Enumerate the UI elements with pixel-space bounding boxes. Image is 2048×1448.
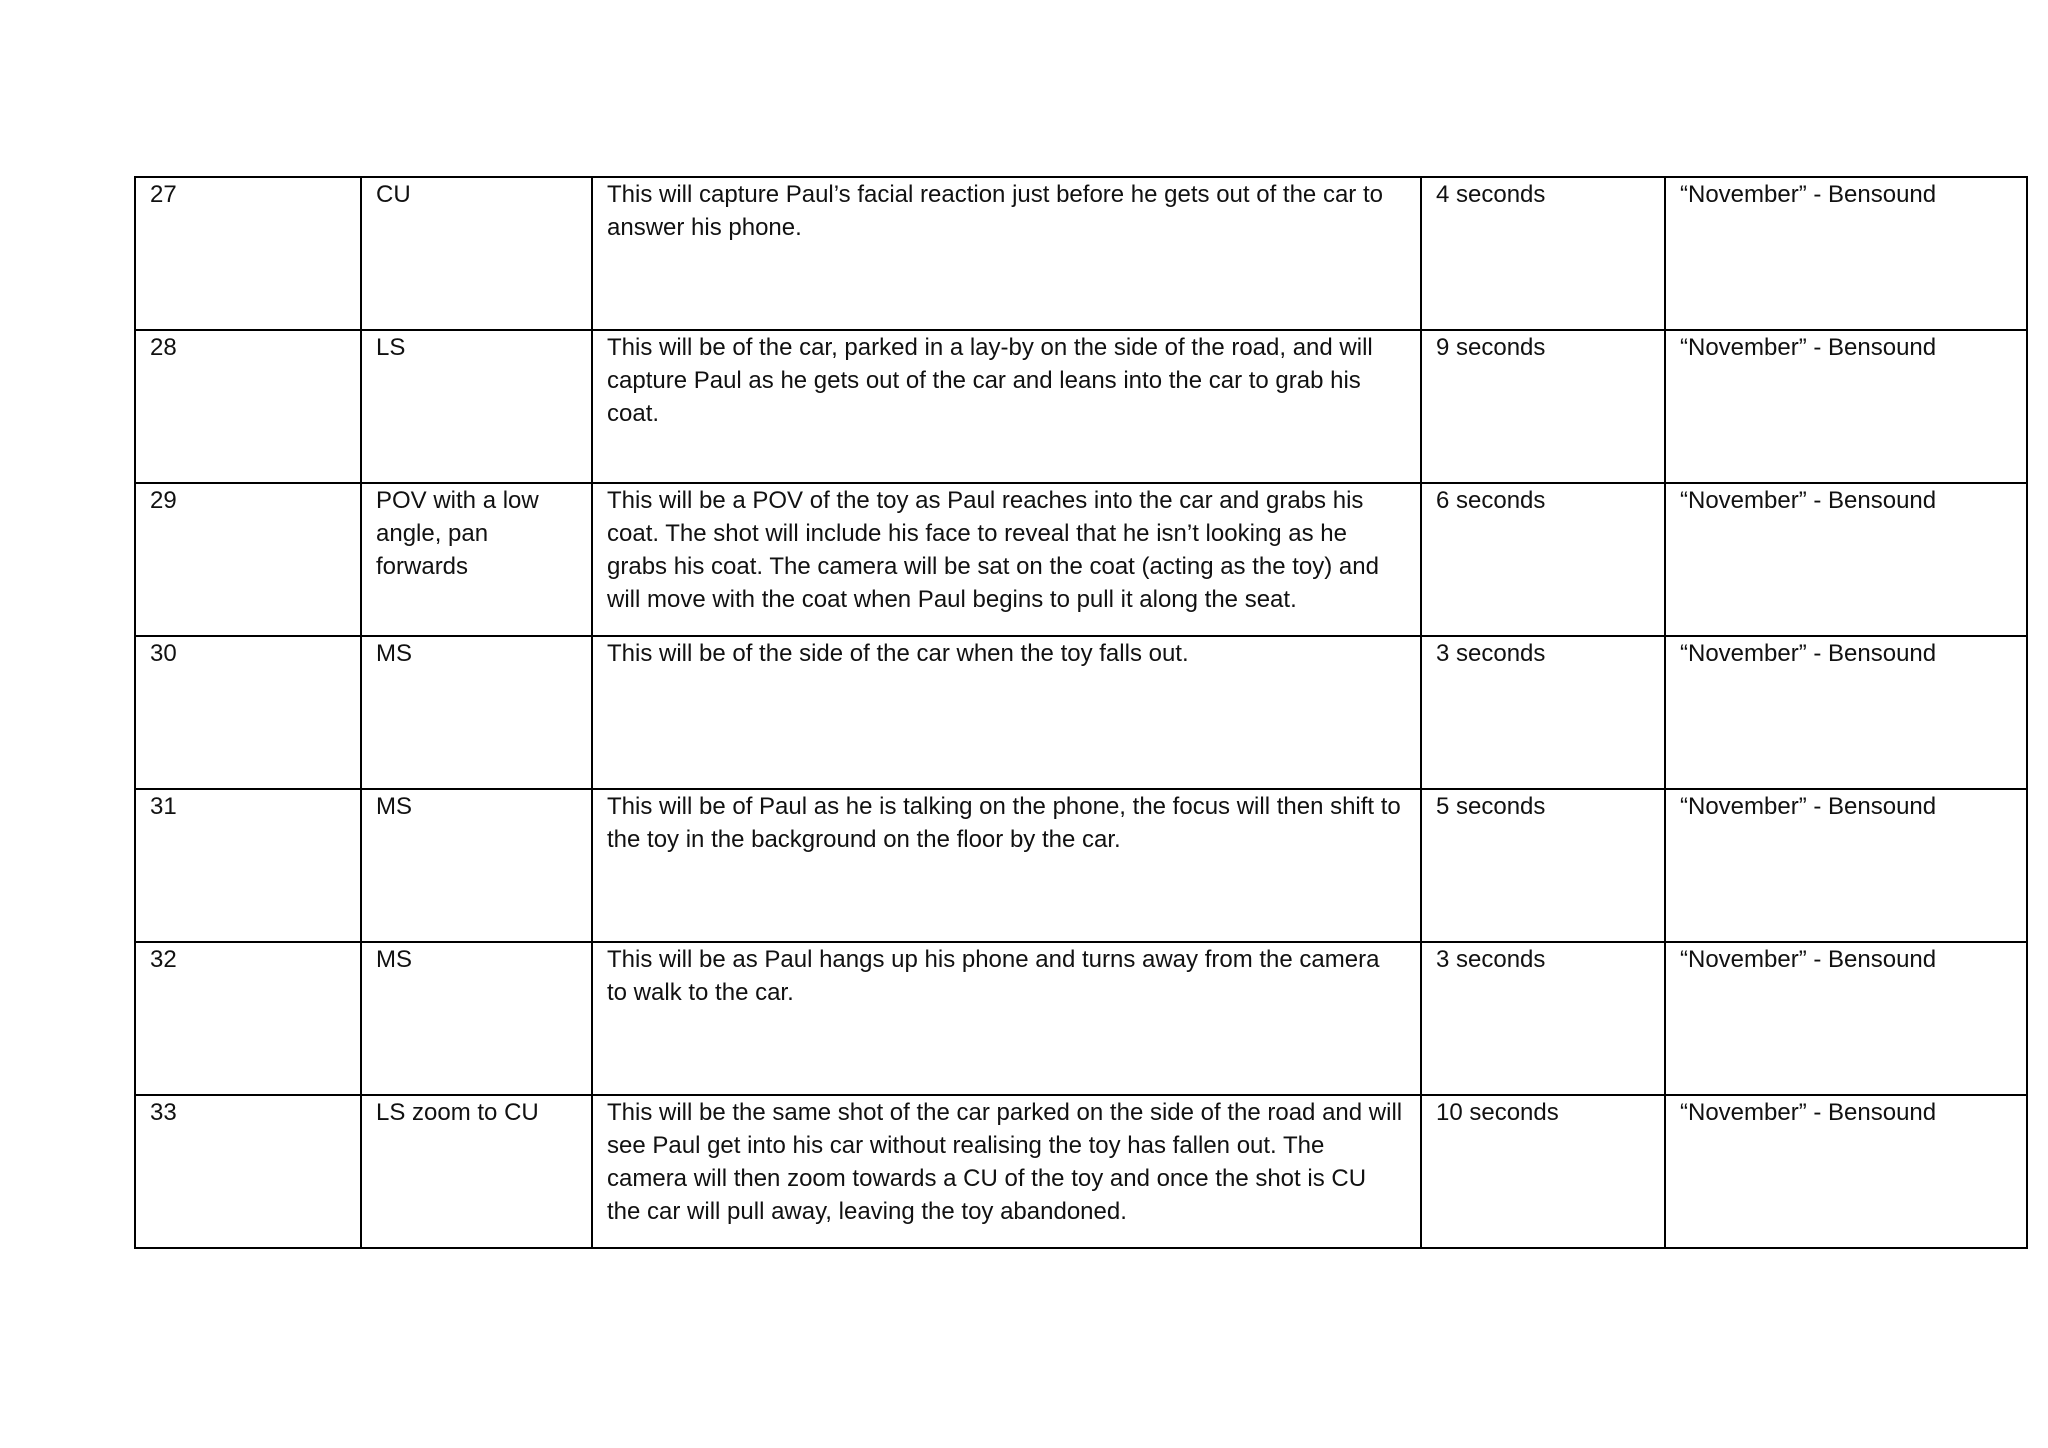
shot-type: POV with a low angle, pan forwards	[376, 487, 539, 580]
shot-music: “November” - Bensound	[1680, 640, 1937, 667]
table-row	[135, 483, 2027, 636]
shot-duration-cell	[1421, 483, 1665, 636]
shot-number: 27	[150, 181, 177, 208]
shot-number: 33	[150, 1099, 177, 1126]
shot-description: This will capture Paul’s facial reaction just before he gets out of the car to answer his phone.	[607, 181, 1383, 241]
shot-description-cell	[592, 636, 1421, 789]
shot-number-cell	[135, 942, 361, 1095]
shot-duration-cell	[1421, 330, 1665, 483]
shot-description-cell	[592, 789, 1421, 942]
table-row	[135, 177, 2027, 330]
shot-number-cell	[135, 636, 361, 789]
shot-duration: 4 seconds	[1436, 181, 1546, 208]
shot-number: 28	[150, 334, 177, 361]
shot-number: 30	[150, 640, 177, 667]
table-row	[135, 330, 2027, 483]
shot-music-cell	[1665, 942, 2027, 1095]
shot-music-cell	[1665, 1095, 2027, 1248]
shot-music: “November” - Bensound	[1680, 487, 1937, 514]
shot-duration-cell	[1421, 636, 1665, 789]
shot-duration: 5 seconds	[1436, 793, 1546, 820]
shot-type-cell	[361, 483, 592, 636]
shot-type: MS	[376, 946, 412, 973]
shot-list-table	[134, 176, 2028, 1249]
shot-music: “November” - Bensound	[1680, 1099, 1937, 1126]
shot-description: This will be of the car, parked in a lay-by on the side of the road, and will capture Paul as he gets out of the car and leans into the car to grab his coat.	[607, 334, 1373, 427]
shot-music-cell	[1665, 636, 2027, 789]
shot-type: LS zoom to CU	[376, 1099, 539, 1126]
shot-music-cell	[1665, 483, 2027, 636]
shot-duration: 10 seconds	[1436, 1099, 1559, 1126]
shot-number-cell	[135, 483, 361, 636]
shot-type-cell	[361, 177, 592, 330]
shot-type: LS	[376, 334, 406, 361]
shot-duration-cell	[1421, 942, 1665, 1095]
table-row	[135, 789, 2027, 942]
shot-description: This will be of Paul as he is talking on the phone, the focus will then shift to the toy in the background on the floor by the car.	[607, 793, 1401, 853]
shot-type: MS	[376, 793, 412, 820]
shot-duration-cell	[1421, 789, 1665, 942]
shot-number: 31	[150, 793, 177, 820]
shot-number: 32	[150, 946, 177, 973]
shot-music: “November” - Bensound	[1680, 793, 1937, 820]
shot-type-cell	[361, 789, 592, 942]
shot-music-cell	[1665, 789, 2027, 942]
shot-music: “November” - Bensound	[1680, 181, 1937, 208]
shot-description-cell	[592, 330, 1421, 483]
shot-duration-cell	[1421, 1095, 1665, 1248]
table-row	[135, 1095, 2027, 1248]
shot-description-cell	[592, 483, 1421, 636]
shot-description: This will be of the side of the car when the toy falls out.	[607, 640, 1189, 667]
shot-type-cell	[361, 942, 592, 1095]
table-row	[135, 636, 2027, 789]
shot-music-cell	[1665, 330, 2027, 483]
shot-description-cell	[592, 942, 1421, 1095]
shot-type: MS	[376, 640, 412, 667]
shot-music: “November” - Bensound	[1680, 334, 1937, 361]
shot-description: This will be the same shot of the car parked on the side of the road and will see Paul get into his car without realising the toy has fallen out. The camera will then zoom towards a CU of the toy and once the shot is CU the car will pull away, leaving the toy abandoned.	[607, 1099, 1403, 1225]
shot-number-cell	[135, 177, 361, 330]
shot-duration: 6 seconds	[1436, 487, 1546, 514]
shot-description: This will be as Paul hangs up his phone and turns away from the camera to walk to the car.	[607, 946, 1380, 1006]
shot-duration: 9 seconds	[1436, 334, 1546, 361]
shot-duration: 3 seconds	[1436, 640, 1546, 667]
shot-number-cell	[135, 789, 361, 942]
table-row	[135, 942, 2027, 1095]
shot-number: 29	[150, 487, 177, 514]
shot-type-cell	[361, 636, 592, 789]
shot-type-cell	[361, 330, 592, 483]
shot-type-cell	[361, 1095, 592, 1248]
shot-duration-cell	[1421, 177, 1665, 330]
shot-number-cell	[135, 1095, 361, 1248]
shot-number-cell	[135, 330, 361, 483]
shot-description-cell	[592, 177, 1421, 330]
shot-duration: 3 seconds	[1436, 946, 1546, 973]
shot-music-cell	[1665, 177, 2027, 330]
shot-type: CU	[376, 181, 411, 208]
shot-music: “November” - Bensound	[1680, 946, 1937, 973]
shot-description-cell	[592, 1095, 1421, 1248]
shot-description: This will be a POV of the toy as Paul reaches into the car and grabs his coat. The shot will include his face to reveal that he isn’t looking as he grabs his coat. The camera will be sat on the coat (acting as the toy) and will move with the coat when Paul begins to pull it along the seat.	[607, 487, 1379, 613]
